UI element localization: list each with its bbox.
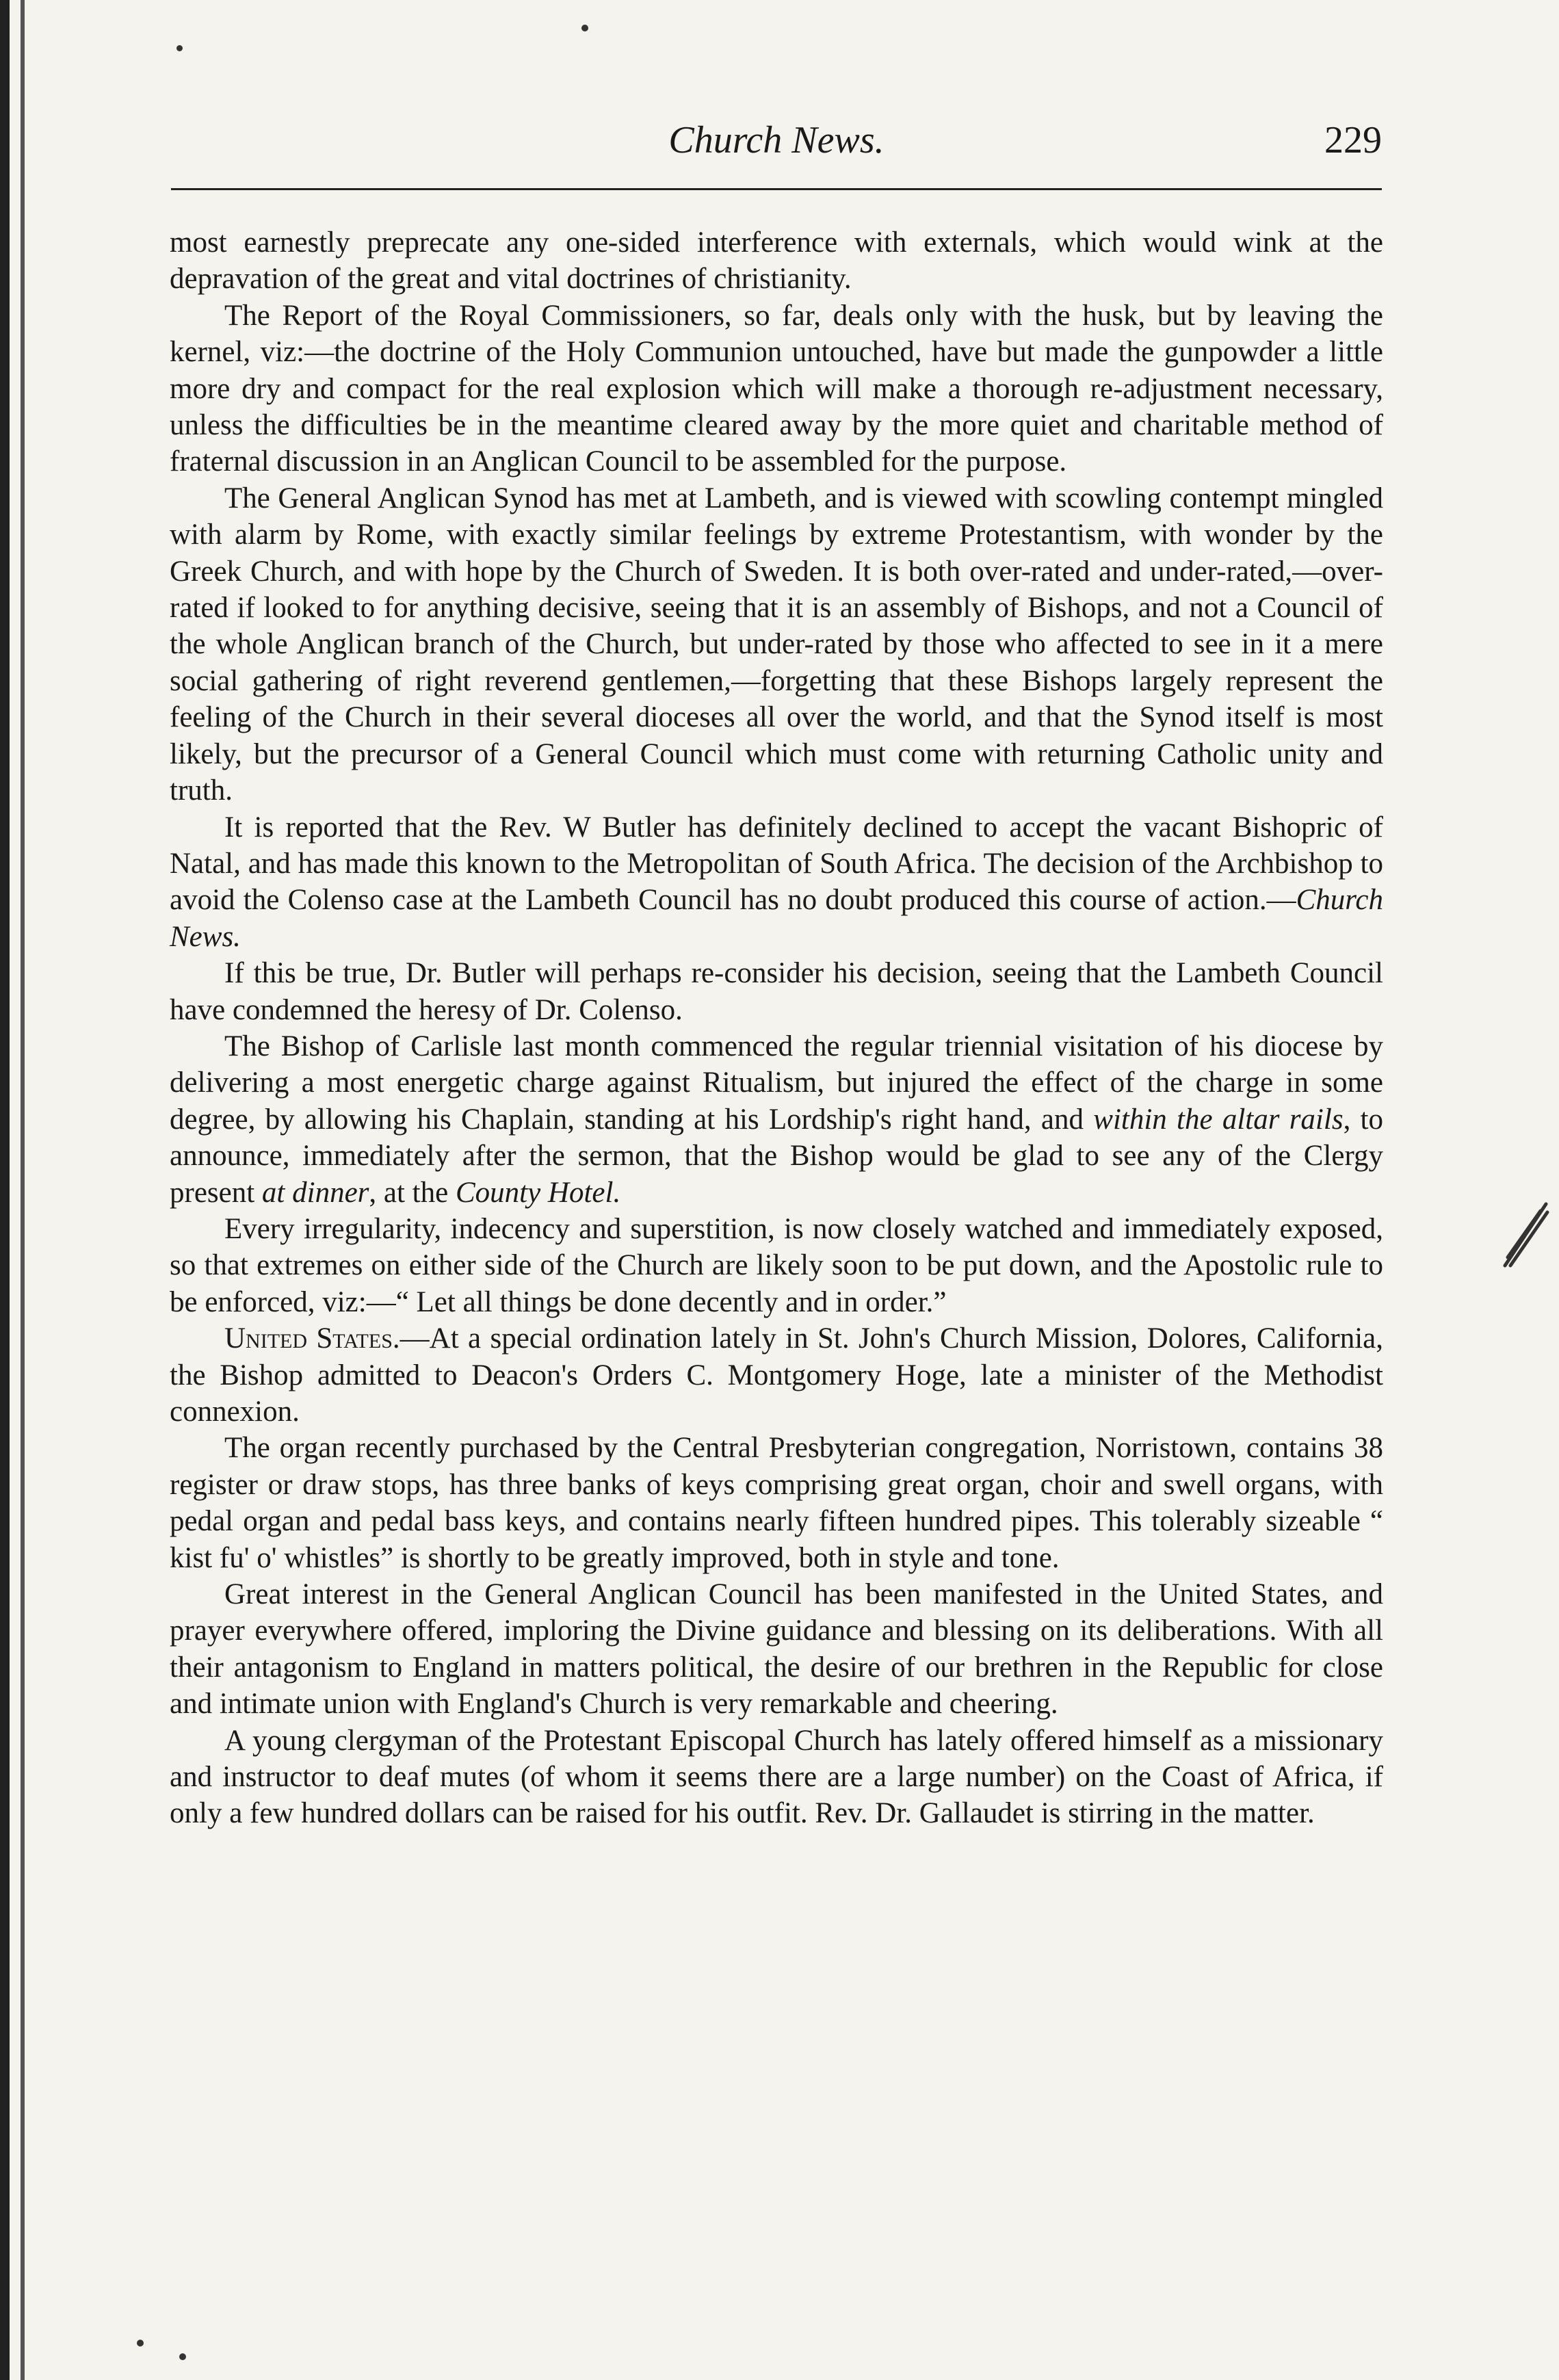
paragraph — [170, 298, 1383, 480]
text-run: , at the — [369, 1176, 456, 1209]
text-run: The General Anglican Synod has met at Lambeth, and is viewed with scowling contempt mingled with alarm by Rome, with exactly similar feelings by extreme Protestantism, with wonder by the Greek Church, and with hope by the Church of Sweden. It is both over-rated and under-rated,—over-rated if looked to for anything decisive, seeing that it is an assembly of Bishops, and not a Council of the whole Anglican branch of the Church, but under-rated by those who affected to see in it a mere social gathering of right reverend gentlemen,—forgetting that these Bishops largely represent the feeling of the Church in their several dioceses all over the world, and that the Synod itself is most likely, but the precursor of a General Council which must come with returning Catholic unity and truth. — [170, 482, 1383, 807]
pen-mark-icon — [1498, 1197, 1553, 1272]
binding-edge — [0, 0, 10, 2380]
italic-run: within the altar rails — [1093, 1103, 1344, 1136]
paragraph — [170, 1723, 1383, 1832]
paragraph — [170, 1320, 1383, 1430]
paragraph — [170, 1028, 1383, 1211]
text-run: Every irregularity, indecency and superstition, is now closely watched and immediately exposed, so that extremes on either side of the Church are likely soon to be put down, and the Apostolic rule to be enforced, viz:—“ Let all things be done decently and in order.” — [170, 1212, 1383, 1318]
italic-run: County Hotel. — [455, 1176, 621, 1209]
text-run: It is reported that the Rev. W Butler has definitely declined to accept the vacant Bishopric of Natal, and has made this known to the Metropolitan of South Africa. The decision of the Archbishop to avoid the Colenso case at the Lambeth Council has no doubt produced this course of action.— — [170, 811, 1383, 917]
scan-speck — [137, 2340, 144, 2346]
paragraph — [170, 224, 1383, 298]
text-run: A young clergyman of the Protestant Episcopal Church has lately offered himself as a missionary and instructor to deaf mutes (of whom it seems there are a large number) on the Coast of Africa, if only a few hundred dollars can be raised for his outfit. Rev. Dr. Gallaudet is stirring in the matter. — [170, 1724, 1383, 1830]
paragraph — [170, 480, 1383, 809]
article-body — [170, 224, 1383, 1832]
small-caps-run: United States. — [224, 1322, 400, 1355]
paragraph — [170, 955, 1383, 1028]
running-title: Church News. — [668, 119, 885, 161]
scan-speck — [179, 2353, 186, 2360]
text-run: The organ recently purchased by the Central Presbyterian congregation, Norristown, contains 38 register or draw stops, has three banks of keys comprising great organ, choir and swell organs, with pedal organ and pedal bass keys, and contains nearly fifteen hundred pipes. This tolerably sizeable “ kist fu' o' whistles” is shortly to be greatly improved, both in style and tone. — [170, 1432, 1383, 1574]
scan-speck — [581, 25, 588, 31]
header-rule — [171, 188, 1382, 190]
page-header — [171, 116, 1382, 171]
text-run: —At a special ordination lately in St. John's Church Mission, Dolores, California, the Bishop admitted to Deacon's Orders C. Montgomery Hoge, late a minister of the Methodist connexion. — [170, 1322, 1383, 1428]
italic-run: at dinner — [261, 1176, 369, 1209]
paragraph — [170, 1430, 1383, 1576]
paragraph — [170, 1211, 1383, 1320]
binding-shadow — [21, 0, 25, 2380]
scan-speck — [176, 45, 183, 51]
text-run: Great interest in the General Anglican Council has been manifested in the United States, and prayer everywhere offered, imploring the Divine guidance and blessing on its deliberations. With all their antagonism to England in matters political, the desire of our brethren in the Republic for close and intimate union with England's Church is very remarkable and cheering. — [170, 1578, 1383, 1721]
text-run: , to announce, immediately after the sermon, that the Bishop would be glad to see any of the Clergy present — [170, 1103, 1384, 1209]
text-run: If this be true, Dr. Butler will perhaps re-consider his decision, seeing that the Lambeth Council have condemned the heresy of Dr. Colenso. — [170, 957, 1383, 1026]
italic-run: Church News. — [170, 884, 1383, 953]
text-run: The Report of the Royal Commissioners, so far, deals only with the husk, but by leaving the kernel, viz:—the doctrine of the Holy Communion untouched, have but made the gunpowder a little more dry and compact for the real explosion which will make a thorough re-adjustment necessary, unless the difficulties be in the meantime cleared away by the more quiet and charitable method of fraternal discussion in an Anglican Council to be assembled for the purpose. — [170, 299, 1383, 478]
page-number: 229 — [1324, 119, 1382, 161]
paragraph — [170, 809, 1383, 956]
paragraph — [170, 1576, 1383, 1723]
text-run: most earnestly preprecate any one-sided interference with externals, which would wink at the depravation of the great and vital doctrines of christianity. — [170, 226, 1383, 296]
text-run: The Bishop of Carlisle last month commenced the regular triennial visitation of his diocese by delivering a most energetic charge against Ritualism, but injured the effect of the charge in some degree, by allowing his Chaplain, standing at his Lordship's right hand, and — [170, 1030, 1383, 1136]
